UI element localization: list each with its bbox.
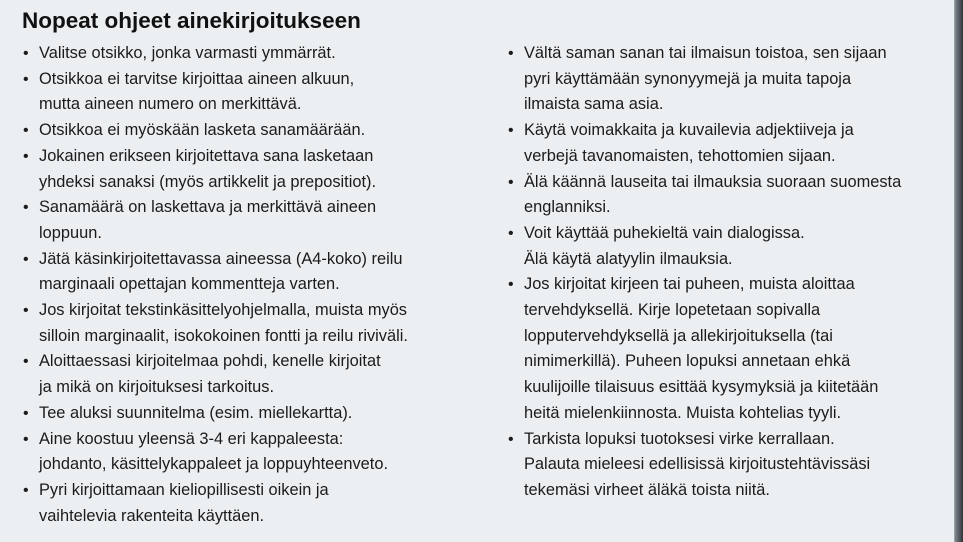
right-column-list — [507, 41, 947, 504]
list-item-line: Otsikkoa ei myöskään lasketa sanamäärään. — [39, 121, 366, 140]
list-item-line: Tarkista lopuksi tuotoksesi virke kerrallaan. — [524, 429, 835, 448]
list-item-line: Tee aluksi suunnitelma (esim. miellekartta). — [39, 403, 353, 422]
list-item-line: marginaali opettajan kommentteja varten. — [39, 275, 340, 294]
list-item — [22, 401, 492, 427]
list-item-line: Voit käyttää puhekieltä vain dialogissa. — [524, 223, 805, 242]
list-item-line: Jätä käsinkirjoitettavassa aineessa (A4-koko) reilu — [39, 249, 403, 268]
list-item-line: Käytä voimakkaita ja kuvailevia adjektiiveja ja — [524, 121, 854, 140]
list-item — [22, 144, 492, 195]
bullet-icon: • — [23, 122, 29, 140]
list-item-line: Jos kirjoitat kirjeen tai puheen, muista aloittaa — [524, 275, 855, 294]
list-item-line: pyri käyttämään synonyymejä ja muita tapoja — [524, 69, 852, 88]
list-item-line: englanniksi. — [524, 198, 611, 217]
list-item-line: mutta aineen numero on merkittävä. — [39, 95, 302, 114]
bullet-icon: • — [23, 199, 29, 217]
list-item — [22, 349, 492, 400]
list-item — [507, 221, 947, 272]
list-item-line: Aine koostuu yleensä 3-4 eri kappaleesta: — [39, 429, 344, 448]
page-edge-shadow — [955, 0, 963, 542]
list-item-line: Älä käännä lauseita tai ilmauksia suoraan suomesta — [524, 172, 902, 191]
list-item-line: ja mikä on kirjoituksesi tarkoitus. — [39, 378, 275, 397]
list-item — [22, 478, 492, 529]
list-item-line: Jos kirjoitat tekstinkäsittelyohjelmalla, muista myös — [39, 301, 408, 320]
list-item — [22, 427, 492, 478]
list-item — [507, 272, 947, 426]
list-item — [507, 427, 947, 504]
list-item-line: Sanamäärä on laskettava ja merkittävä aineen — [39, 198, 377, 217]
bullet-icon: • — [508, 45, 514, 62]
list-item-line: Valitse otsikko, jonka varmasti ymmärrät. — [39, 44, 336, 62]
bullet-icon: • — [508, 276, 514, 294]
list-item-line: Palauta mieleesi edellisissä kirjoitustehtävissäsi — [524, 455, 871, 474]
bullet-icon: • — [23, 147, 29, 165]
bullet-icon: • — [508, 224, 514, 242]
list-item-line: silloin marginaalit, isokokoinen fontti ja reilu riviväli. — [39, 326, 408, 345]
bullet-icon: • — [23, 250, 29, 268]
list-item-line: Jokainen erikseen kirjoitettava sana lasketaan — [39, 146, 374, 165]
list-item — [507, 118, 947, 169]
bullet-icon: • — [23, 45, 29, 62]
bullet-icon: • — [508, 122, 514, 140]
list-item-line: Pyri kirjoittamaan kieliopillisesti oikein ja — [39, 480, 329, 499]
list-item-line: vaihtelevia rakenteita käyttäen. — [39, 506, 265, 525]
list-item — [22, 298, 492, 349]
list-item-line: heitä mielenkiinnosta. Muista kohtelias tyyli. — [524, 403, 842, 422]
list-item-line: verbejä tavanomaisten, tehottomien sijaan. — [524, 146, 836, 165]
list-item — [507, 170, 947, 221]
list-item — [22, 41, 492, 67]
list-item-line: nimimerkillä). Puheen lopuksi annetaan ehkä — [524, 352, 851, 371]
list-item-line: kuulijoille tilaisuus esittää kysymyksiä ja kiitetään — [524, 378, 879, 397]
list-item-line: tervehdyksellä. Kirje lopetetaan sopivalla — [524, 301, 821, 320]
list-item-line: Aloittaessasi kirjoitelmaa pohdi, kenelle kirjoitat — [39, 352, 381, 371]
list-item-line: Otsikkoa ei tarvitse kirjoittaa aineen alkuun, — [39, 69, 355, 88]
list-item-line: johdanto, käsittelykappaleet ja loppuyhteenveto. — [39, 455, 389, 474]
list-item-line: Älä käytä alatyylin ilmauksia. — [524, 249, 733, 268]
list-item — [22, 247, 492, 298]
bullet-icon: • — [23, 353, 29, 371]
list-item-line: ilmaista sama asia. — [524, 95, 664, 114]
list-item-line: yhdeksi sanaksi (myös artikkelit ja prepositiot). — [39, 172, 377, 191]
list-item — [507, 41, 947, 118]
left-column-list — [22, 41, 492, 529]
list-item — [22, 67, 492, 118]
list-item-line: Vältä saman sanan tai ilmaisun toistoa, sen sijaan — [524, 44, 887, 62]
bullet-icon: • — [508, 173, 514, 191]
bullet-icon: • — [23, 302, 29, 320]
bullet-icon: • — [23, 70, 29, 88]
bullet-icon: • — [23, 481, 29, 499]
list-item — [22, 195, 492, 246]
list-item — [22, 118, 492, 144]
bullet-icon: • — [508, 430, 514, 448]
bullet-icon: • — [23, 404, 29, 422]
bullet-icon: • — [23, 430, 29, 448]
list-item-line: lopputervehdyksellä ja allekirjoituksella (tai — [524, 326, 833, 345]
list-item-line: loppuun. — [39, 223, 102, 242]
page-title: Nopeat ohjeet ainekirjoitukseen — [22, 8, 361, 33]
list-item-line: tekemäsi virheet äläkä toista niitä. — [524, 480, 770, 499]
